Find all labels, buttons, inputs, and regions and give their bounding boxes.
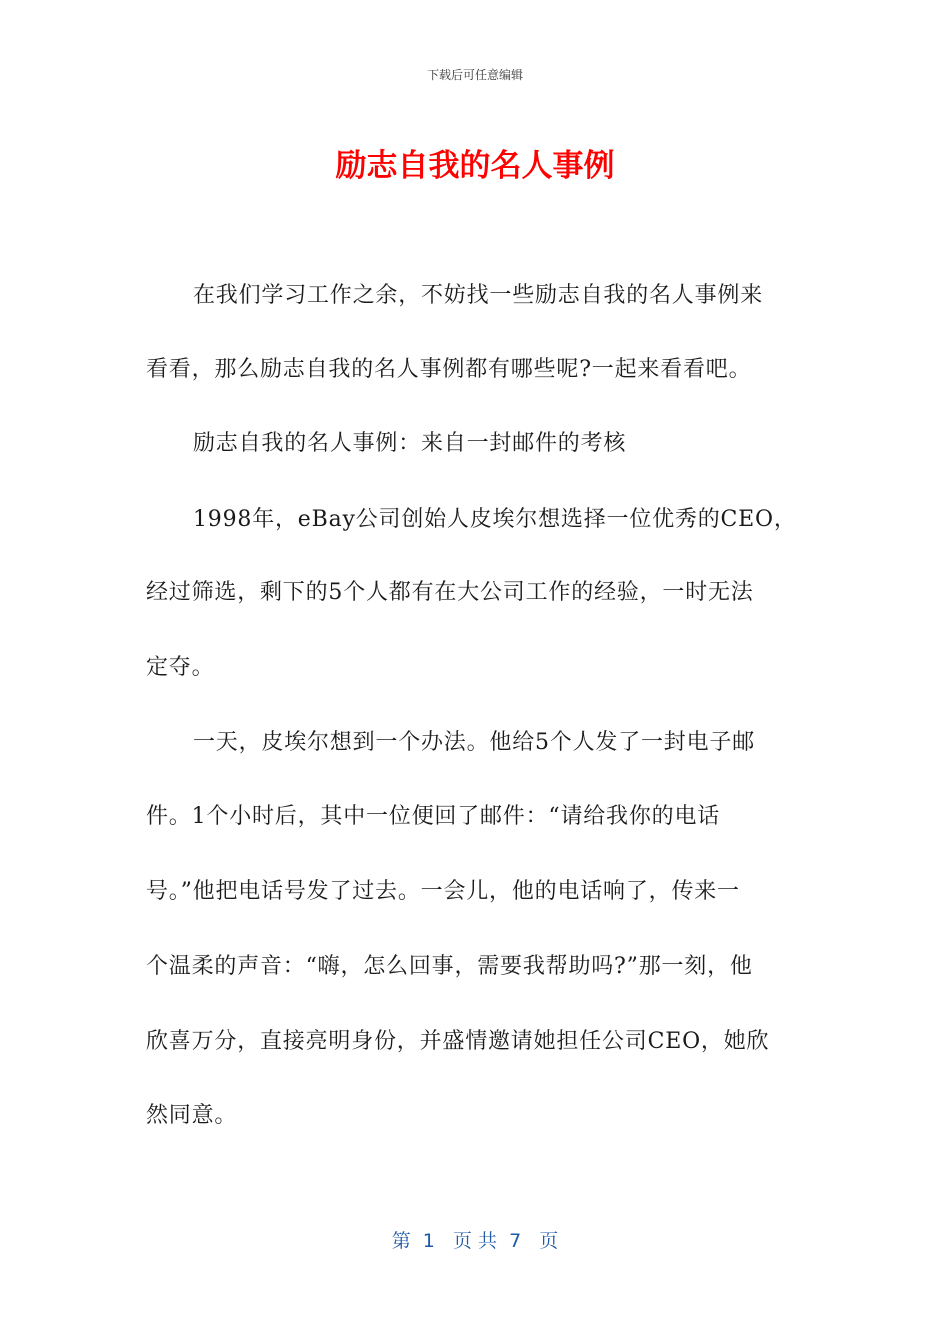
document-title: 励志自我的名人事例 [335,148,615,184]
body-line: 经过筛选，剩下的5个人都有在大公司工作的经验，一时无法 [146,580,754,605]
body-line: 在我们学习工作之余，不妨找一些励志自我的名人事例来 [193,283,764,308]
body-line: 号。”他把电话号发了过去。一会儿，他的电话响了，传来一 [146,879,740,904]
body-line: 一天，皮埃尔想到一个办法。他给5个人发了一封电子邮 [193,730,755,755]
section-heading: 励志自我的名人事例：来自一封邮件的考核 [193,431,627,456]
body-line: 个温柔的声音：“嗨，怎么回事，需要我帮助吗?”那一刻，他 [146,954,753,979]
page-header-note: 下载后可任意编辑 [426,68,523,82]
body-line: 件。1个小时后，其中一位便回了邮件：“请给我你的电话 [146,804,721,829]
body-line: 然同意。 [146,1103,238,1128]
body-line: 欣喜万分，直接亮明身份，并盛情邀请她担任公司CEO，她欣 [146,1029,770,1054]
body-line: 看看，那么励志自我的名人事例都有哪些呢?一起来看看吧。 [146,357,752,382]
page-number-footer: 第 1 页 共 7 页 [391,1230,559,1252]
body-line: 1998年，eBay公司创始人皮埃尔想选择一位优秀的CEO， [193,507,797,532]
body-line: 定夺。 [146,655,215,680]
